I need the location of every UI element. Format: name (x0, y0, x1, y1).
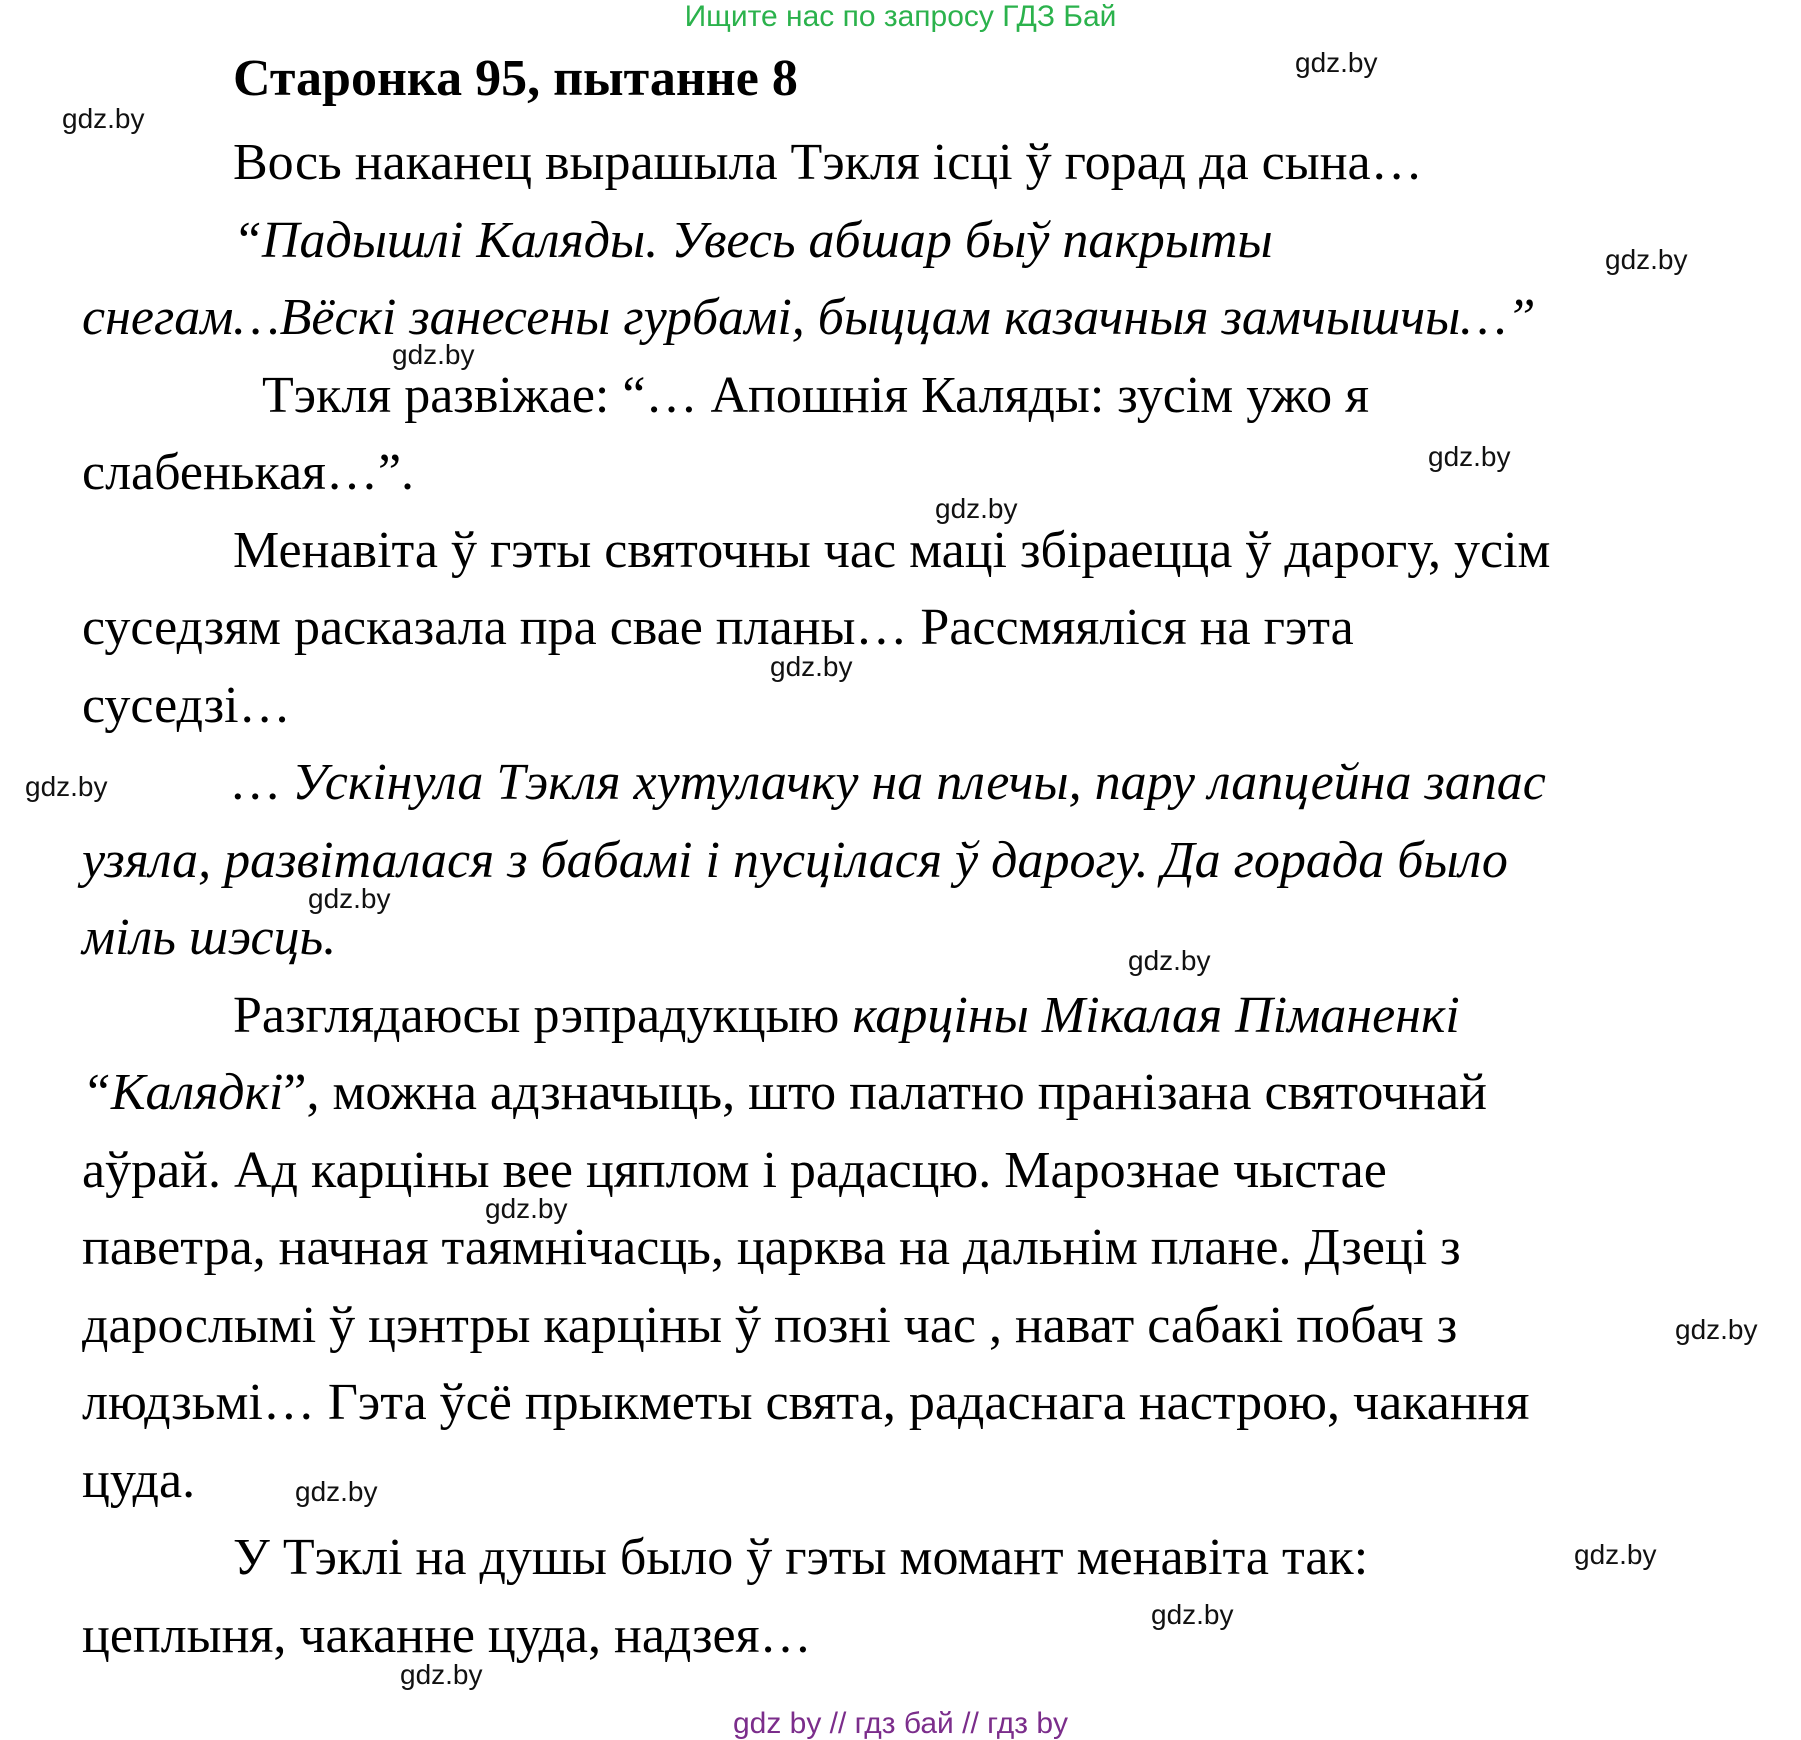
text-line: цуда. (82, 1452, 196, 1509)
text-line: У Тэклі на душы было ў гэты момант менавіта так: (233, 1529, 1369, 1586)
watermark: gdz.by (1574, 1539, 1657, 1570)
watermark: gdz.by (485, 1193, 568, 1224)
page-title: Старонка 95, пытанне 8 (233, 50, 798, 107)
top-banner[interactable]: Ищите нас по запросу ГДЗ Бай (684, 0, 1117, 33)
text-line (82, 1062, 1487, 1124)
watermark: gdz.by (392, 339, 475, 370)
text-line: суседзі… (82, 677, 291, 734)
text-line: дарослымі ў цэнтры карціны ў позні час , нават сабакі побач з (82, 1297, 1458, 1354)
text-line: слабенькая…”. (82, 444, 415, 501)
watermark: gdz.by (1605, 244, 1688, 275)
quote-line: снегам…Вёскі занесены гурбамі, быццам казачныя замчышчы…” (82, 289, 1536, 346)
text-segment: ”, можна адзначыць, што палатно пранізана святочнай (283, 1064, 1487, 1121)
quote-line: міль шэсць. (82, 909, 337, 966)
watermark: gdz.by (935, 493, 1018, 524)
watermark: gdz.by (295, 1476, 378, 1507)
text-line: Тэкля развіжае: “… Апошнія Каляды: зусім ужо я (262, 367, 1370, 424)
quote-line: “Падышлі Каляды. Увесь абшар быў пакрыты (233, 212, 1273, 269)
text-line: суседзям расказала пра свае планы… Рассмяяліся на гэта (82, 599, 1354, 656)
watermark: gdz.by (770, 651, 853, 682)
text-line: Вось наканец вырашыла Тэкля ісці ў горад да сына… (233, 134, 1423, 191)
watermark: gdz.by (400, 1659, 483, 1690)
quote-line: … Ускінула Тэкля хутулачку на плечы, пару лапцейна запас (233, 754, 1546, 811)
text-line: аўрай. Ад карціны вее цяплом і радасцю. Марознае чыстае (82, 1142, 1387, 1199)
text-line: людзьмі… Гэта ўсё прыкметы свята, радаснага настрою, чакання (82, 1374, 1530, 1431)
text-line: Менавіта ў гэты святочны час маці збіраецца ў дарогу, усім (233, 522, 1551, 579)
text-line (233, 985, 1460, 1047)
painting-name: “Калядкі (82, 1064, 284, 1121)
watermark: gdz.by (1151, 1599, 1234, 1630)
watermark: gdz.by (1128, 945, 1211, 976)
watermark: gdz.by (62, 103, 145, 134)
watermark: gdz.by (308, 883, 391, 914)
quote-line: узяла, развіталася з бабамі і пусцілася ў дарогу. Да горада было (82, 832, 1508, 889)
watermark: gdz.by (25, 771, 108, 802)
text-line: паветра, начная таямнічасць, царква на дальнім плане. Дзеці з (82, 1219, 1461, 1276)
text-segment: Разглядаюсы рэпрадукцыю (233, 987, 853, 1044)
watermark: gdz.by (1428, 441, 1511, 472)
text-line: цеплыня, чаканне цуда, надзея… (82, 1607, 812, 1664)
painting-title: карціны Мікалая Піманенкі (852, 987, 1460, 1044)
watermark: gdz.by (1295, 47, 1378, 78)
watermark: gdz.by (1675, 1314, 1758, 1345)
footer-links[interactable]: gdz by // гдз бай // гдз by (732, 1707, 1069, 1740)
